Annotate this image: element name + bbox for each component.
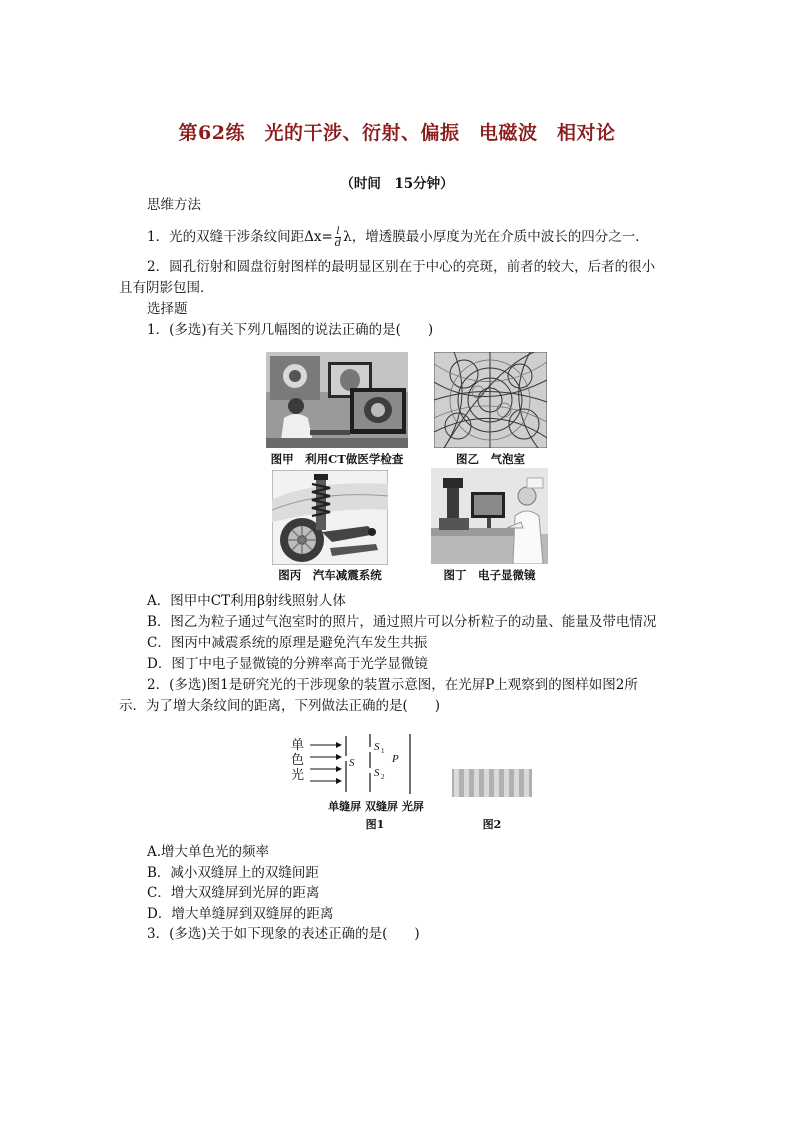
fraction-l-over-d — [335, 226, 341, 249]
light-char-2: 色 — [291, 752, 305, 767]
q1-stem: 1．(多选)有关下列几幅图的说法正确的是( ) — [147, 322, 434, 338]
method-item-1-text: 1．光的双缝干涉条纹间距Δx= — [147, 229, 333, 245]
q2-option-c: C．增大双缝屏到光屏的距离 — [147, 885, 320, 901]
figure-1-label: 图1 — [365, 818, 385, 831]
page-title: 第62练 光的干涉、衍射、偏振 电磁波 相对论 — [178, 122, 616, 144]
light-char-3: 光 — [291, 767, 305, 782]
slit-s2-subscript: 2 — [381, 773, 385, 781]
q1-option-a: A．图甲中CT利用β射线照射人体 — [147, 593, 346, 609]
fraction-denominator: d — [334, 238, 342, 249]
slit-s-label: S — [349, 757, 355, 769]
q2-stem-line-1: 2．(多选)图1是研究光的干涉现象的装置示意图，在光屏P上观察到的图样如图2所 — [147, 677, 638, 693]
car-suspension-photo — [272, 470, 388, 565]
figure-2-label: 图2 — [482, 818, 502, 831]
method-item-2-line-1: 2．圆孔衍射和圆盘衍射图样的最明显区别在于中心的亮斑，前者的较大，后者的很小 — [147, 259, 656, 275]
section-heading: 选择题 — [147, 301, 188, 317]
q1-option-d: D．图丁中电子显微镜的分辨率高于光学显微镜 — [147, 656, 428, 672]
q2-option-b: B．减小双缝屏上的双缝间距 — [147, 865, 319, 881]
q2-option-a: A.增大单色光的频率 — [147, 844, 270, 860]
q2-stem-line-2: 示．为了增大条纹间的距离，下列做法正确的是( ) — [119, 698, 441, 714]
method-item-1 — [147, 226, 649, 249]
fringe-pattern-figure — [452, 769, 532, 797]
slit-s1-subscript: 1 — [381, 747, 385, 755]
bubble-chamber-photo — [434, 352, 547, 448]
electron-microscope-photo — [431, 468, 548, 564]
q3-stem: 3．(多选)关于如下现象的表述正确的是( ) — [147, 926, 420, 942]
q1-option-b: B．图乙为粒子通过气泡室时的照片，通过照片可以分析粒子的动量、能量及带电情况 — [147, 614, 657, 630]
method-item-1-tail: λ，增透膜最小厚度为光在介质中波长的四分之一． — [343, 229, 649, 245]
light-char-1: 单 — [291, 737, 305, 752]
screen-p-label: P — [392, 753, 399, 765]
caption-yi: 图乙 气泡室 — [456, 452, 525, 466]
time-limit: （时间 15分钟） — [340, 176, 454, 192]
slit-s2-label: S — [374, 767, 380, 779]
q2-option-d: D．增大单缝屏到双缝屏的距离 — [147, 906, 334, 922]
slit-s1-label: S — [374, 741, 380, 753]
fraction-numerator: l — [336, 226, 340, 237]
caption-ding: 图丁 电子显微镜 — [443, 568, 536, 582]
screen-labels: 单缝屏 双缝屏 光屏 — [328, 800, 424, 813]
caption-jia: 图甲 利用CT做医学检查 — [270, 452, 404, 466]
caption-bing: 图丙 汽车减震系统 — [278, 568, 382, 582]
method-heading: 思维方法 — [147, 197, 201, 213]
q1-option-c: C．图丙中减震系统的原理是避免汽车发生共振 — [147, 635, 428, 651]
method-item-2-line-2: 且有阴影包围． — [119, 280, 214, 296]
ct-photo — [266, 352, 408, 448]
